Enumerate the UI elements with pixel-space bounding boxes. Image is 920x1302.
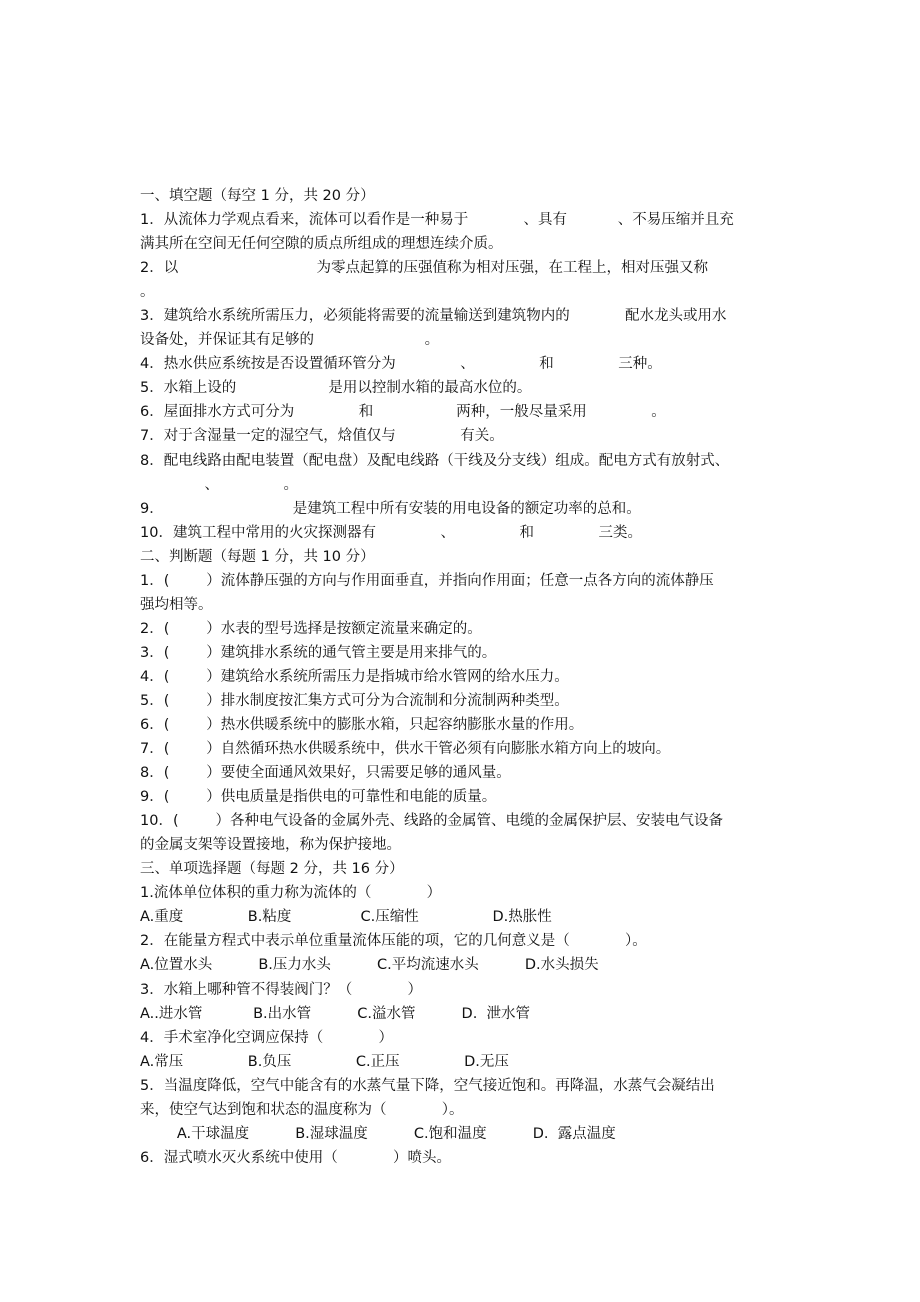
choice-q2-options: A.位置水头 B.压力水头 C.平均流速水头 D.水头损失	[140, 957, 599, 973]
fill-q1-line2: 满其所在空间无任何空隙的质点所组成的理想连续介质。	[140, 236, 503, 252]
fill-q6: 6．屋面排水方式可分为 和 两种，一般尽量采用 。	[140, 404, 666, 420]
fill-q2-line2: 。	[140, 284, 155, 300]
choice-q4-options: A.常压 B.负压 C.正压 D.无压	[140, 1054, 509, 1070]
judge-q3: 3．( ）建筑排水系统的通气管主要是用来排气的。	[140, 645, 497, 661]
fill-q9: 9． 是建筑工程中所有安装的用电设备的额定功率的总和。	[140, 501, 641, 517]
choice-q5-options: A.干球温度 B.湿球温度 C.饱和温度 D. 露点温度	[140, 1126, 616, 1142]
fill-q4: 4．热水供应系统按是否设置循环管分为 、 和 三种。	[140, 356, 662, 372]
fill-q2-line1: 2．以 为零点起算的压强值称为相对压强，在工程上，相对压强又称	[140, 260, 708, 276]
choice-q2: 2．在能量方程式中表示单位重量流体压能的项，它的几何意义是（ ）。	[140, 933, 647, 949]
fill-q7: 7．对于含湿量一定的湿空气，焓值仅与 有关。	[140, 428, 504, 444]
judge-q4: 4．( ）建筑给水系统所需压力是指城市给水管网的给水压力。	[140, 669, 569, 685]
section-heading-fill-in: 一、填空题（每空 1 分，共 20 分）	[140, 188, 375, 204]
judge-q1-line1: 1．( ）流体静压强的方向与作用面垂直，并指向作用面；任意一点各方向的流体静压	[140, 573, 714, 589]
choice-q5-line1: 5．当温度降低，空气中能含有的水蒸气量下降，空气接近饱和。再降温，水蒸气会凝结出	[140, 1078, 715, 1094]
section-heading-single-choice: 三、单项选择题（每题 2 分，共 16 分）	[140, 861, 404, 877]
fill-q5: 5．水箱上设的 是用以控制水箱的最高水位的。	[140, 380, 532, 396]
judge-q6: 6．( ）热水供暖系统中的膨胀水箱，只起容纳膨胀水量的作用。	[140, 717, 584, 733]
choice-q5-line2: 来，使空气达到饱和状态的温度称为（ ）。	[140, 1102, 464, 1118]
judge-q10-line1: 10．( ）各种电气设备的金属外壳、线路的金属管、电缆的金属保护层、安装电气设备	[140, 813, 723, 829]
choice-q3: 3．水箱上哪种管不得装阀门？（ ）	[140, 982, 423, 998]
choice-q6: 6．湿式喷水灭火系统中使用（ ）喷头。	[140, 1150, 452, 1166]
fill-q3-line1: 3．建筑给水系统所需压力，必须能将需要的流量输送到建筑物内的 配水龙头或用水	[140, 308, 727, 324]
judge-q8: 8．( ）要使全面通风效果好，只需要足够的通风量。	[140, 765, 511, 781]
fill-q3-line2: 设备处，并保证其有足够的 。	[140, 332, 440, 348]
fill-q1-line1: 1．从流体力学观点看来，流体可以看作是一种易于 、具有 、不易压缩并且充	[140, 212, 734, 228]
choice-q3-options: A..进水管 B.出水管 C.溢水管 D. 泄水管	[140, 1006, 531, 1022]
fill-q10: 10．建筑工程中常用的火灾探测器有 、 和 三类。	[140, 525, 643, 541]
judge-q2: 2．( ）水表的型号选择是按额定流量来确定的。	[140, 621, 482, 637]
section-heading-true-false: 二、判断题（每题 1 分，共 10 分）	[140, 549, 375, 565]
fill-q8-line2: 、 。	[140, 477, 299, 493]
judge-q9: 9．( ）供电质量是指供电的可靠性和电能的质量。	[140, 789, 497, 805]
judge-q5: 5．( ）排水制度按汇集方式可分为合流制和分流制两种类型。	[140, 693, 569, 709]
choice-q4: 4．手术室净化空调应保持（ ）	[140, 1030, 394, 1046]
fill-q8-line1: 8．配电线路由配电装置（配电盘）及配电线路（干线及分支线）组成。配电方式有放射式、	[140, 453, 730, 469]
judge-q1-line2: 强均相等。	[140, 597, 213, 613]
judge-q7: 7．( ）自然循环热水供暖系统中，供水干管必须有向膨胀水箱方向上的坡向。	[140, 741, 671, 757]
choice-q1: 1.流体单位体积的重力称为流体的（ ）	[140, 885, 442, 901]
judge-q10-line2: 的金属支架等设置接地，称为保护接地。	[140, 837, 401, 853]
choice-q1-options: A.重度 B.粘度 C.压缩性 D.热胀性	[140, 909, 552, 925]
